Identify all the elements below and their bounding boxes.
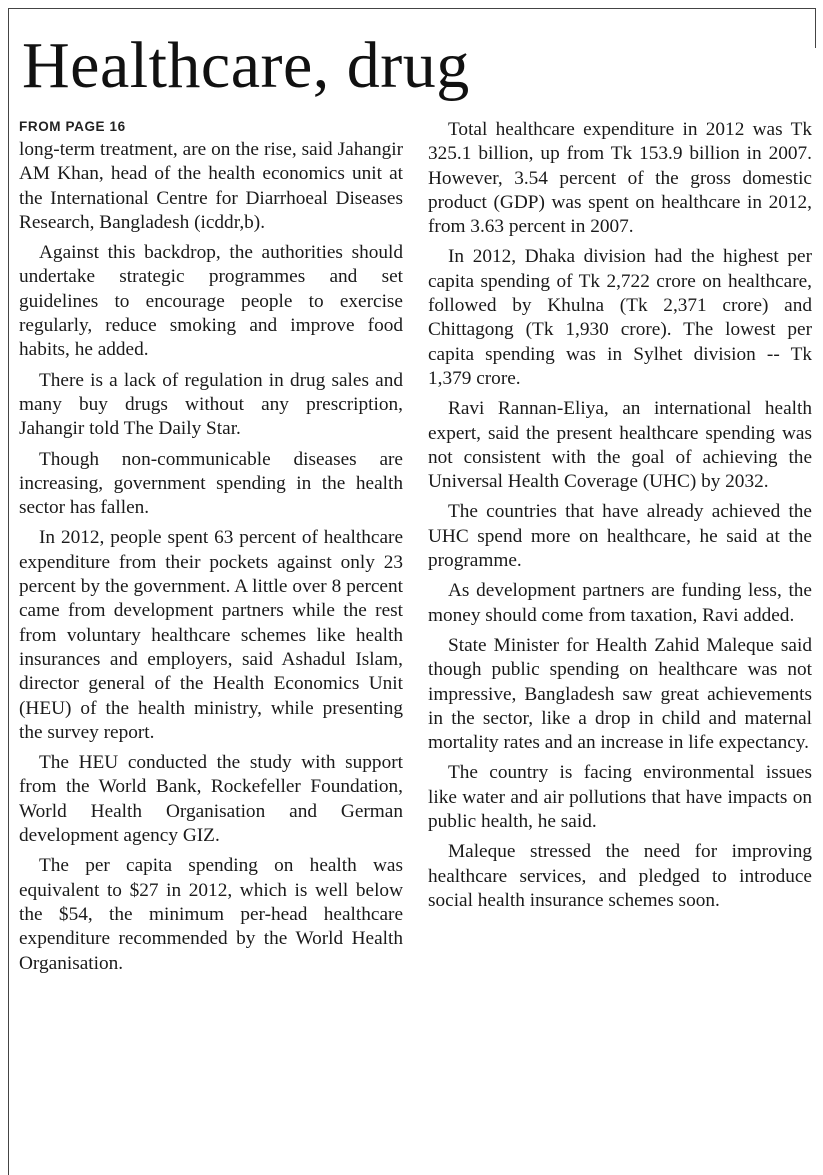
paragraph: The HEU conducted the study with support from the World Bank, Rockefeller Foundation, World Health Organisation and German development agency GIZ. bbox=[19, 752, 403, 847]
paragraph: Against this backdrop, the authorities should undertake strategic programmes and set guidelines to encourage people to exercise regularly, reduce smoking and improve food habits, he added. bbox=[19, 242, 403, 361]
paragraph: Total healthcare expenditure in 2012 was Tk 325.1 billion, up from Tk 153.9 billion in 2007. However, 3.54 percent of the gross domestic product (GDP) was spent on healthcare in 2012, from 3.63 percent in 2007. bbox=[428, 119, 812, 238]
paragraph: long-term treatment, are on the rise, said Jahangir AM Khan, head of the health economics unit at the International Centre for Diarrhoeal Diseases Research, Bangladesh (icddr,b). bbox=[19, 139, 403, 233]
paragraph: The per capita spending on health was equivalent to $27 in 2012, which is well below the $54, the minimum per-head healthcare expenditure recommended by the World Health Organisation. bbox=[19, 855, 403, 974]
paragraph: The country is facing environmental issues like water and air pollutions that have impacts on public health, he said. bbox=[428, 762, 812, 833]
paragraph: State Minister for Health Zahid Maleque said though public spending on healthcare was not impressive, Bangladesh saw great achievements in the sector, like a drop in child and maternal mortality rates and an increase in life expectancy. bbox=[428, 634, 812, 754]
top-border-rule bbox=[8, 8, 816, 9]
right-column bbox=[428, 118, 812, 913]
paragraph: Ravi Rannan-Eliya, an international health expert, said the present healthcare spending was not consistent with the goal of achieving the Universal Health Coverage (UHC) by 2032. bbox=[428, 398, 812, 493]
paragraph: There is a lack of regulation in drug sales and many buy drugs without any prescription, Jahangir told The Daily Star. bbox=[19, 369, 403, 440]
headline: Healthcare, drug bbox=[22, 29, 470, 102]
jump-label: FROM PAGE 16 bbox=[19, 119, 126, 134]
paragraph: As development partners are funding less, the money should come from taxation, Ravi added. bbox=[428, 580, 812, 626]
paragraph: In 2012, Dhaka division had the highest per capita spending of Tk 2,722 crore on healthcare, followed by Khulna (Tk 2,371 crore) and Chittagong (Tk 1,930 crore). The lowest per capita spending was in Sylhet division -- Tk 1,379 crore. bbox=[428, 246, 812, 389]
left-border-rule bbox=[8, 8, 9, 1175]
paragraph: In 2012, people spent 63 percent of healthcare expenditure from their pockets against only 23 percent by the government. A little over 8 percent came from development partners while the rest from voluntary healthcare schemes like health insurances and employers, said Ashadul Islam, director general of the Health Economics Unit (HEU) of the health ministry, while presenting the survey report. bbox=[19, 527, 403, 743]
right-border-rule bbox=[815, 8, 816, 48]
paragraph: Maleque stressed the need for improving healthcare services, and pledged to introduce social health insurance schemes soon. bbox=[428, 841, 812, 911]
paragraph: The countries that have already achieved the UHC spend more on healthcare, he said at the programme. bbox=[428, 501, 812, 572]
paragraph: Though non-communicable diseases are increasing, government spending in the health sector has fallen. bbox=[19, 448, 403, 519]
left-column bbox=[19, 116, 403, 976]
